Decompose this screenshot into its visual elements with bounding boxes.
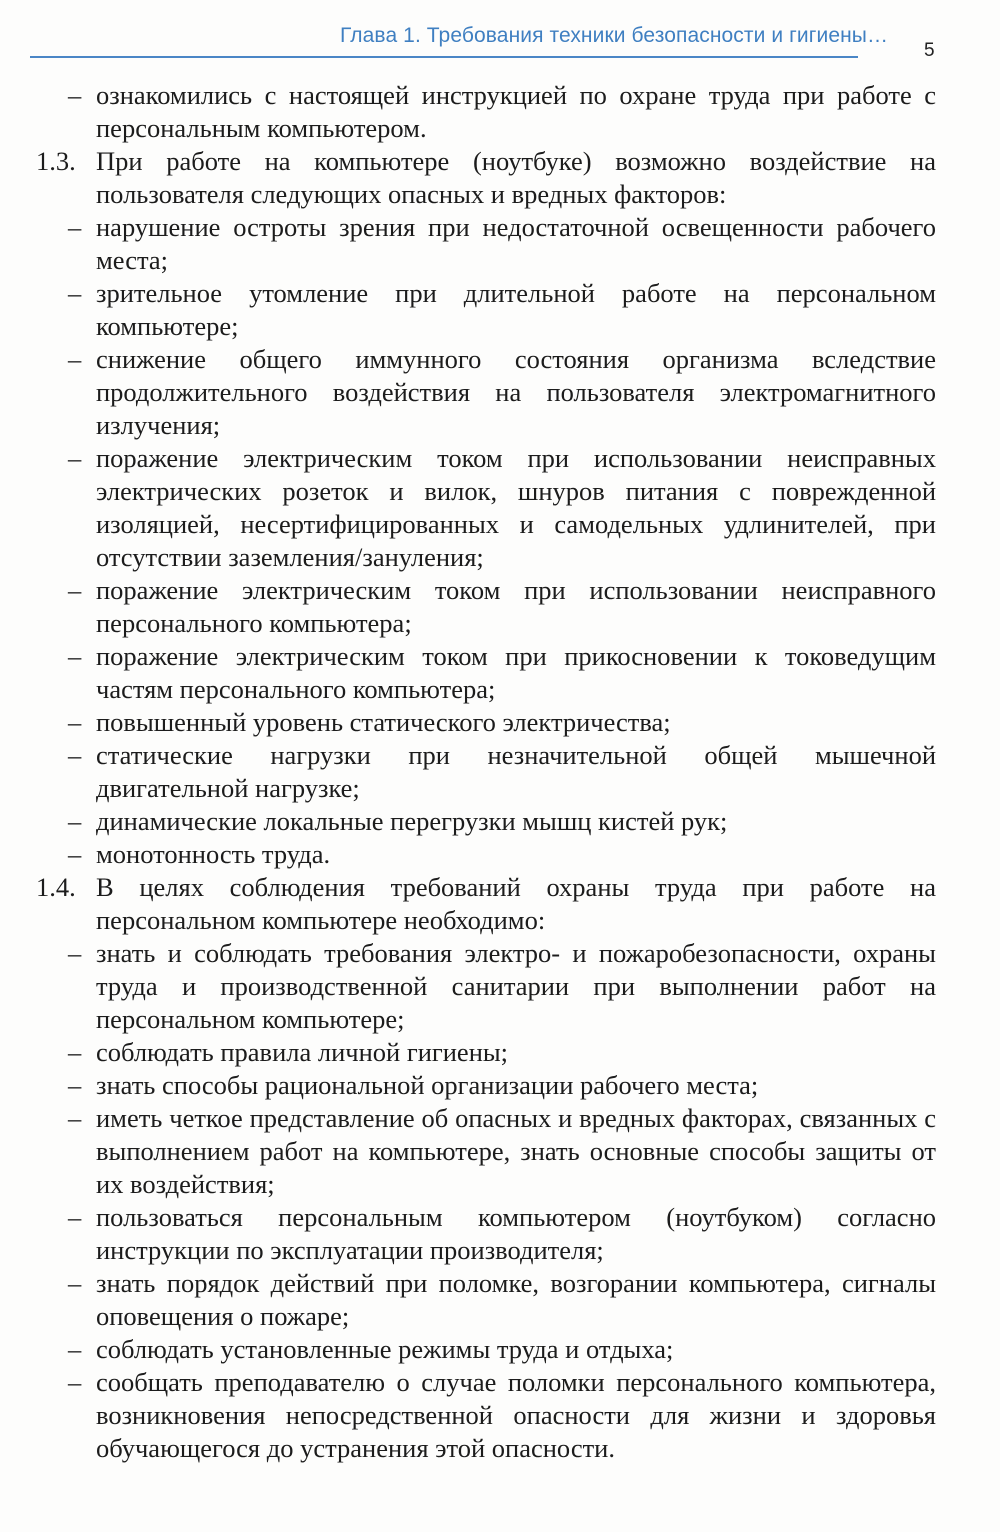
dash-list-item (68, 442, 936, 574)
dash-list-item (68, 805, 936, 838)
list-dash: – (68, 1037, 82, 1067)
list-dash: – (68, 278, 82, 308)
item-text: пользоваться персональным компьютером (ноутбуком) согласно инструкции по эксплуатации производителя; (96, 1202, 936, 1265)
list-dash: – (68, 1103, 82, 1133)
list-dash: – (68, 641, 82, 671)
list-dash: – (68, 707, 82, 737)
item-text: ознакомились с настоящей инструкцией по охране труда при работе с персональным компьютером. (96, 80, 936, 143)
dash-list-item (68, 1333, 936, 1366)
list-dash: – (68, 212, 82, 242)
list-dash: – (68, 1334, 82, 1364)
dash-list-item (68, 1267, 936, 1333)
item-text: зрительное утомление при длительной работе на персональном компьютере; (96, 278, 936, 341)
dash-list-item (68, 79, 936, 145)
list-dash: – (68, 1367, 82, 1397)
list-dash: – (68, 443, 82, 473)
dash-list-item (68, 1069, 936, 1102)
item-text: нарушение остроты зрения при недостаточной освещенности рабочего места; (96, 212, 936, 275)
item-text: статические нагрузки при незначительной общей мышечной двигательной нагрузке; (96, 740, 936, 803)
dash-list-item (68, 640, 936, 706)
list-dash: – (68, 575, 82, 605)
dash-list-item (68, 574, 936, 640)
dash-list-item (68, 1036, 936, 1069)
list-dash: – (68, 344, 82, 374)
dash-list-item (68, 706, 936, 739)
numbered-paragraph (36, 871, 936, 937)
list-dash: – (68, 839, 82, 869)
list-dash: – (68, 938, 82, 968)
body-text (0, 79, 1000, 1465)
dash-list-item (68, 1201, 936, 1267)
dash-list-item (68, 1366, 936, 1465)
item-text: поражение электрическим током при использовании неисправных электрических розеток и вилок, шнуров питания с поврежденной изоляцией, несертифицированных и самодельных удлинителей, при отсутствии заземления/зануления; (96, 443, 936, 572)
dash-list-item (68, 277, 936, 343)
list-dash: – (68, 80, 82, 110)
item-text: снижение общего иммунного состояния организма вследствие продолжительного воздействия на пользователя электромагнитного излучения; (96, 344, 936, 440)
paragraph-number: 1.3. (36, 146, 76, 176)
dash-list-item (68, 937, 936, 1036)
item-text: знать порядок действий при поломке, возгорании компьютера, сигналы оповещения о пожаре; (96, 1268, 936, 1331)
item-text: динамические локальные перегрузки мышц кистей рук; (96, 806, 728, 836)
list-dash: – (68, 1070, 82, 1100)
numbered-paragraph (36, 145, 936, 211)
running-head-title: Глава 1. Требования техники безопасности и гигиены… (340, 24, 889, 47)
dash-list-item (68, 343, 936, 442)
item-text: соблюдать правила личной гигиены; (96, 1037, 509, 1067)
list-dash: – (68, 1202, 82, 1232)
item-text: соблюдать установленные режимы труда и отдыха; (96, 1334, 674, 1364)
dash-list-item (68, 1102, 936, 1201)
item-text: знать способы рациональной организации рабочего места; (96, 1070, 759, 1100)
list-dash: – (68, 806, 82, 836)
header-rule (30, 56, 858, 58)
item-text: иметь четкое представление об опасных и вредных факторах, связанных с выполнением работ на компьютере, знать основные способы защиты от их воздействия; (96, 1103, 936, 1199)
item-text: В целях соблюдения требований охраны труда при работе на персональном компьютере необходимо: (96, 872, 936, 935)
item-text: При работе на компьютере (ноутбуке) возможно воздействие на пользователя следующих опасных и вредных факторов: (96, 146, 936, 209)
dash-list-item (68, 739, 936, 805)
item-text: сообщать преподавателю о случае поломки персонального компьютера, возникновения непосредственной опасности для жизни и здоровья обучающегося до устранения этой опасности. (96, 1367, 936, 1463)
item-text: повышенный уровень статического электричества; (96, 707, 671, 737)
list-dash: – (68, 740, 82, 770)
item-text: знать и соблюдать требования электро- и пожаробезопасности, охраны труда и производственной санитарии при выполнении работ на персональном компьютере; (96, 938, 936, 1034)
list-dash: – (68, 1268, 82, 1298)
dash-list-item (68, 211, 936, 277)
page-number: 5 (924, 40, 935, 61)
item-text: поражение электрическим током при использовании неисправного персонального компьютера; (96, 575, 936, 638)
dash-list-item (68, 838, 936, 871)
item-text: поражение электрическим током при прикосновении к токоведущим частям персонального компьютера; (96, 641, 936, 704)
paragraph-number: 1.4. (36, 872, 76, 902)
item-text: монотонность труда. (96, 839, 331, 869)
